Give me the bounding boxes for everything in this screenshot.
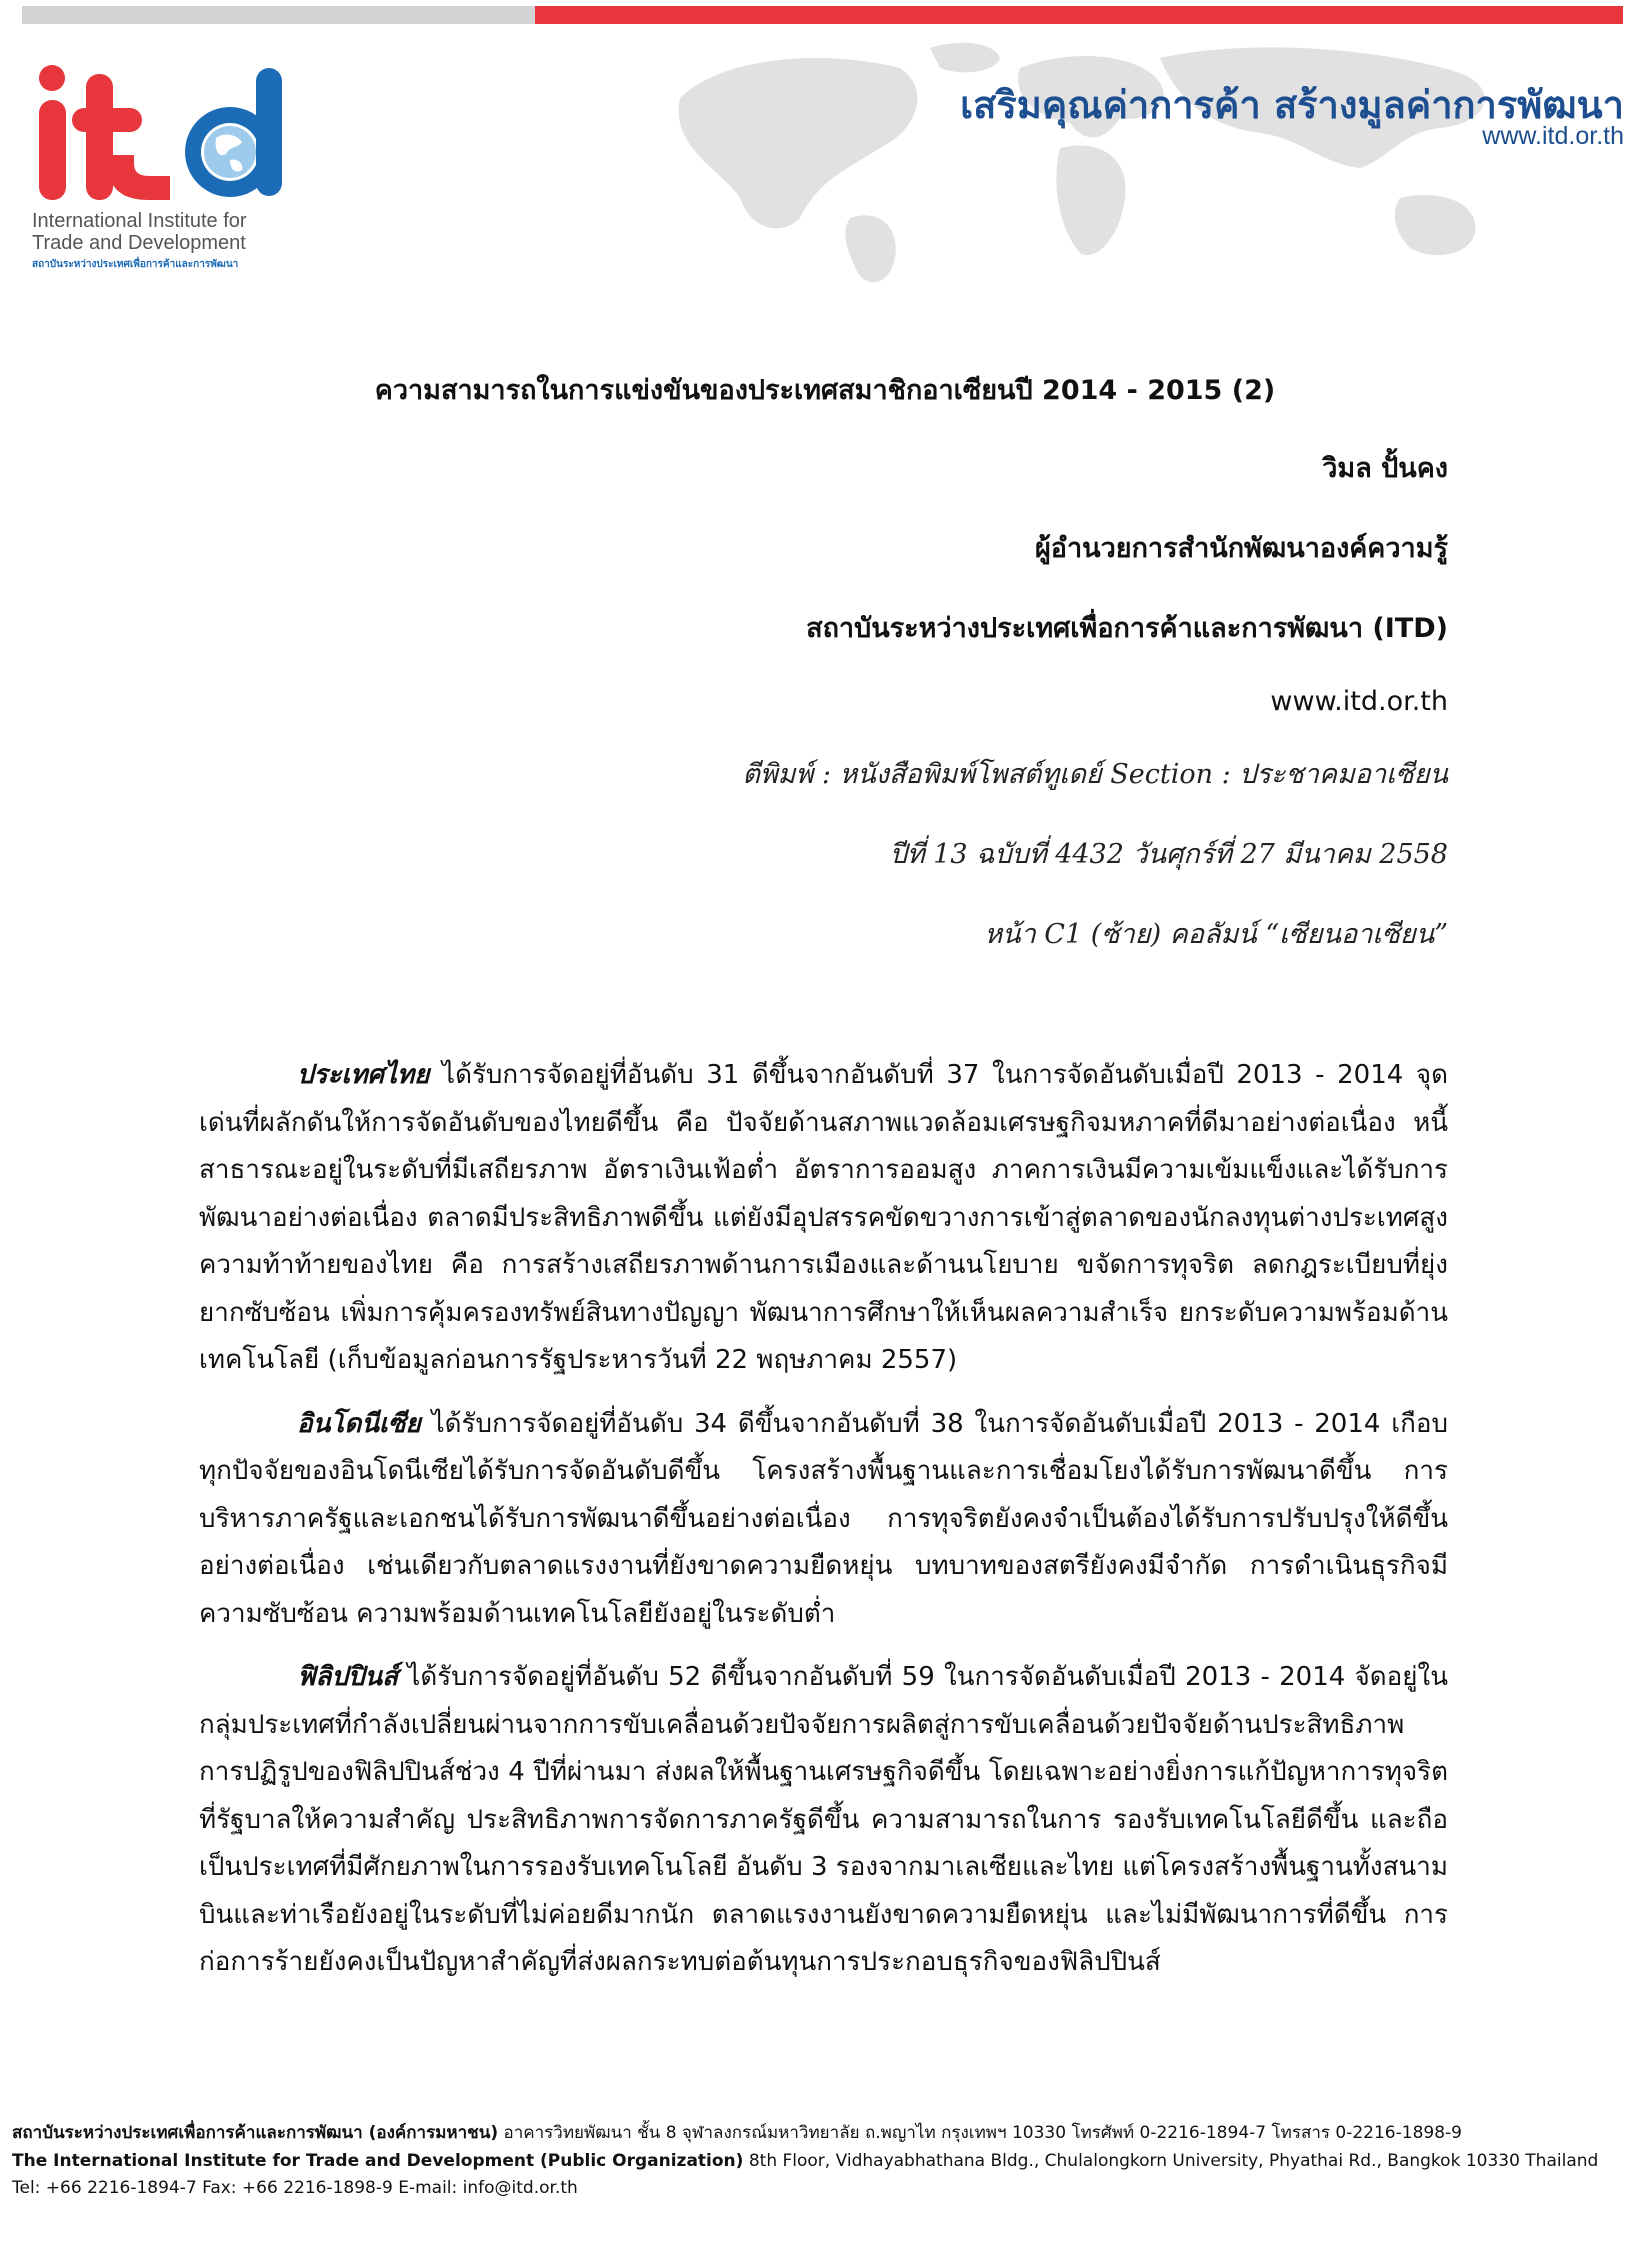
author-position: ผู้อำนวยการสำนักพัฒนาองค์ความรู้ (1034, 533, 1448, 564)
logo-text-line1: International Institute for (32, 210, 247, 232)
footer-line-thai (12, 2120, 1642, 2148)
footer-contact: Tel: +66 2216-1894-7 Fax: +66 2216-1898-9 E-mail: info@itd.or.th (12, 2178, 578, 2198)
header-url: www.itd.or.th (1482, 122, 1624, 150)
author-institute: สถาบันระหว่างประเทศเพื่อการค้าและการพัฒนา (ITD) (806, 613, 1448, 644)
paragraph-indonesia (199, 1401, 1448, 1639)
paragraph-text: ได้รับการจัดอยู่ที่อันดับ 34 ดีขึ้นจากอันดับที่ 38 ในการจัดอันดับเมื่อปี 2013 - 2014 เกือบทุกปัจจัยของอินโดนีเซียได้รับการจัดอันดับดีขึ้น โครงสร้างพื้นฐานและการเชื่อมโยงได้รับการพัฒนาดีขึ้น การบริหารภาครัฐและเอกชนได้รับการพัฒนาดีขึ้นอย่างต่อเนื่อง การทุจริตยังคงจำเป็นต้องได้รับการปรับปรุงให้ดีขึ้นอย่างต่อเนื่อง เช่นเดียวกับตลาดแรงงานที่ยังขาดความยืดหยุ่น บทบาทของสตรียังคงมีจำกัด การดำเนินธุรกิจมีความซับซ้อน ความพร้อมด้านเทคโนโลยียังอยู่ในระดับต่ำ (199, 1408, 1448, 1629)
logo-text-line2: Trade and Development (32, 232, 246, 254)
page-footer (12, 2120, 1642, 2203)
logo-text-thai: สถาบันระหว่างประเทศเพื่อการค้าและการพัฒนา (32, 259, 239, 270)
paragraph-text: ได้รับการจัดอยู่ที่อันดับ 52 ดีขึ้นจากอันดับที่ 59 ในการจัดอันดับเมื่อปี 2013 - 2014 จัดอยู่ในกลุ่มประเทศที่กำลังเปลี่ยนผ่านจากการขับเคลื่อนด้วยปัจจัยการผลิตสู่การขับเคลื่อนด้วยปัจจัยด้านประสิทธิภาพ การปฏิรูปของฟิลิปปินส์ช่วง 4 ปีที่ผ่านมา ส่งผลให้พื้นฐานเศรษฐกิจดีขึ้น โดยเฉพาะอย่างยิ่งการแก้ปัญหาการทุจริตที่รัฐบาลให้ความสำคัญ ประสิทธิภาพการจัดการภาครัฐดีขึ้น ความสามารถในการ รองรับเทคโนโลยีดีขึ้น และถือเป็นประเทศที่มีศักยภาพในการรองรับเทคโนโลยี อันดับ 3 รองจากมาเลเซียและไทย แต่โครงสร้างพื้นฐานทั้งสนามบินและท่าเรือยังอยู่ในระดับที่ไม่ค่อยดีมากนัก ตลาดแรงงานยังขาดความยืดหยุ่น และไม่มีพัฒนาการที่ดีขึ้น การก่อการร้ายยังคงเป็นปัญหาสำคัญที่ส่งผลกระทบต่อต้นทุนการประกอบธุรกิจของฟิลิปปินส์ (199, 1662, 1448, 1977)
page-column-info: หน้า C1 (ซ้าย) คอลัมน์ “เซียนอาเซียน” (984, 919, 1448, 950)
footer-address-english: 8th Floor, Vidhayabhathana Bldg., Chulalongkorn University, Phyathai Rd., Bangkok 10330 Thailand (743, 2150, 1599, 2171)
paragraph-lead: ฟิลิปปินส์ (297, 1662, 398, 1692)
footer-org-thai: สถาบันระหว่างประเทศเพื่อการค้าและการพัฒนา (องค์การมหาชน) (12, 2123, 499, 2143)
author-name: วิมล ปั้นคง (1322, 453, 1448, 484)
footer-address-thai: อาคารวิทยพัฒนา ชั้น 8 จุฬาลงกรณ์มหาวิทยาลัย ถ.พญาไท กรุงเทพฯ 10330 โทรศัพท์ 0-2216-1894-7 โทรสาร 0-2216-1898-9 (498, 2123, 1462, 2143)
article-title: ความสามารถในการแข่งขันของประเทศสมาชิกอาเซียนปี 2014 - 2015 (2) (374, 375, 1276, 406)
article-body (199, 1052, 1448, 2003)
paragraph-text: ได้รับการจัดอยู่ที่อันดับ 31 ดีขึ้นจากอันดับที่ 37 ในการจัดอันดับเมื่อปี 2013 - 2014 จุดเด่นที่ผลักดันให้การจัดอันดับของไทยดีขึ้น คือ ปัจจัยด้านสภาพแวดล้อมเศรษฐกิจมหภาคที่ดีมาอย่างต่อเนื่อง หนี้สาธารณะอยู่ในระดับที่มีเสถียรภาพ อัตราเงินเฟ้อต่ำ อัตราการออมสูง ภาคการเงินมีความเข้มแข็งและได้รับการพัฒนาอย่างต่อเนื่อง ตลาดมีประสิทธิภาพดีขึ้น แต่ยังมีอุปสรรคขัดขวางการเข้าสู่ตลาดของนักลงทุนต่างประเทศสูง ความท้าท้ายของไทย คือ การสร้างเสถียรภาพด้านการเมืองและด้านนโยบาย ขจัดการทุจริต ลดกฎระเบียบที่ยุ่งยากซับซ้อน เพิ่มการคุ้มครองทรัพย์สินทางปัญญา พัฒนาการศึกษาให้เห็นผลความสำเร็จ ยกระดับความพร้อมด้านเทคโนโลยี (เก็บข้อมูลก่อนการรัฐประหารวันที่ 22 พฤษภาคม 2557) (199, 1060, 1448, 1375)
paragraph-thailand (199, 1052, 1448, 1385)
paragraph-lead: อินโดนีเซีย (297, 1408, 421, 1439)
issue-info: ปีที่ 13 ฉบับที่ 4432 วันศุกร์ที่ 27 มีนาคม 2558 (889, 839, 1448, 870)
footer-line-english (12, 2148, 1642, 2176)
header-bar-grey (22, 6, 535, 24)
footer-org-english: The International Institute for Trade and Development (Public Organization) (12, 2150, 744, 2171)
world-map-graphic (600, 28, 1630, 298)
itd-logo-mark (30, 60, 300, 220)
paragraph-philippines (199, 1654, 1448, 1987)
paragraph-lead: ประเทศไทย (297, 1060, 430, 1090)
logo-text-english (32, 210, 247, 254)
publication-info: ตีพิมพ์ : หนังสือพิมพ์โพสต์ทูเดย์ Section : ประชาคมอาเซียน (742, 759, 1448, 790)
itd-logo (30, 60, 300, 275)
institute-website: www.itd.or.th (1270, 686, 1448, 717)
header-bar-red (535, 6, 1623, 24)
header-slogan: เสริมคุณค่าการค้า สร้างมูลค่าการพัฒนา (960, 83, 1624, 127)
